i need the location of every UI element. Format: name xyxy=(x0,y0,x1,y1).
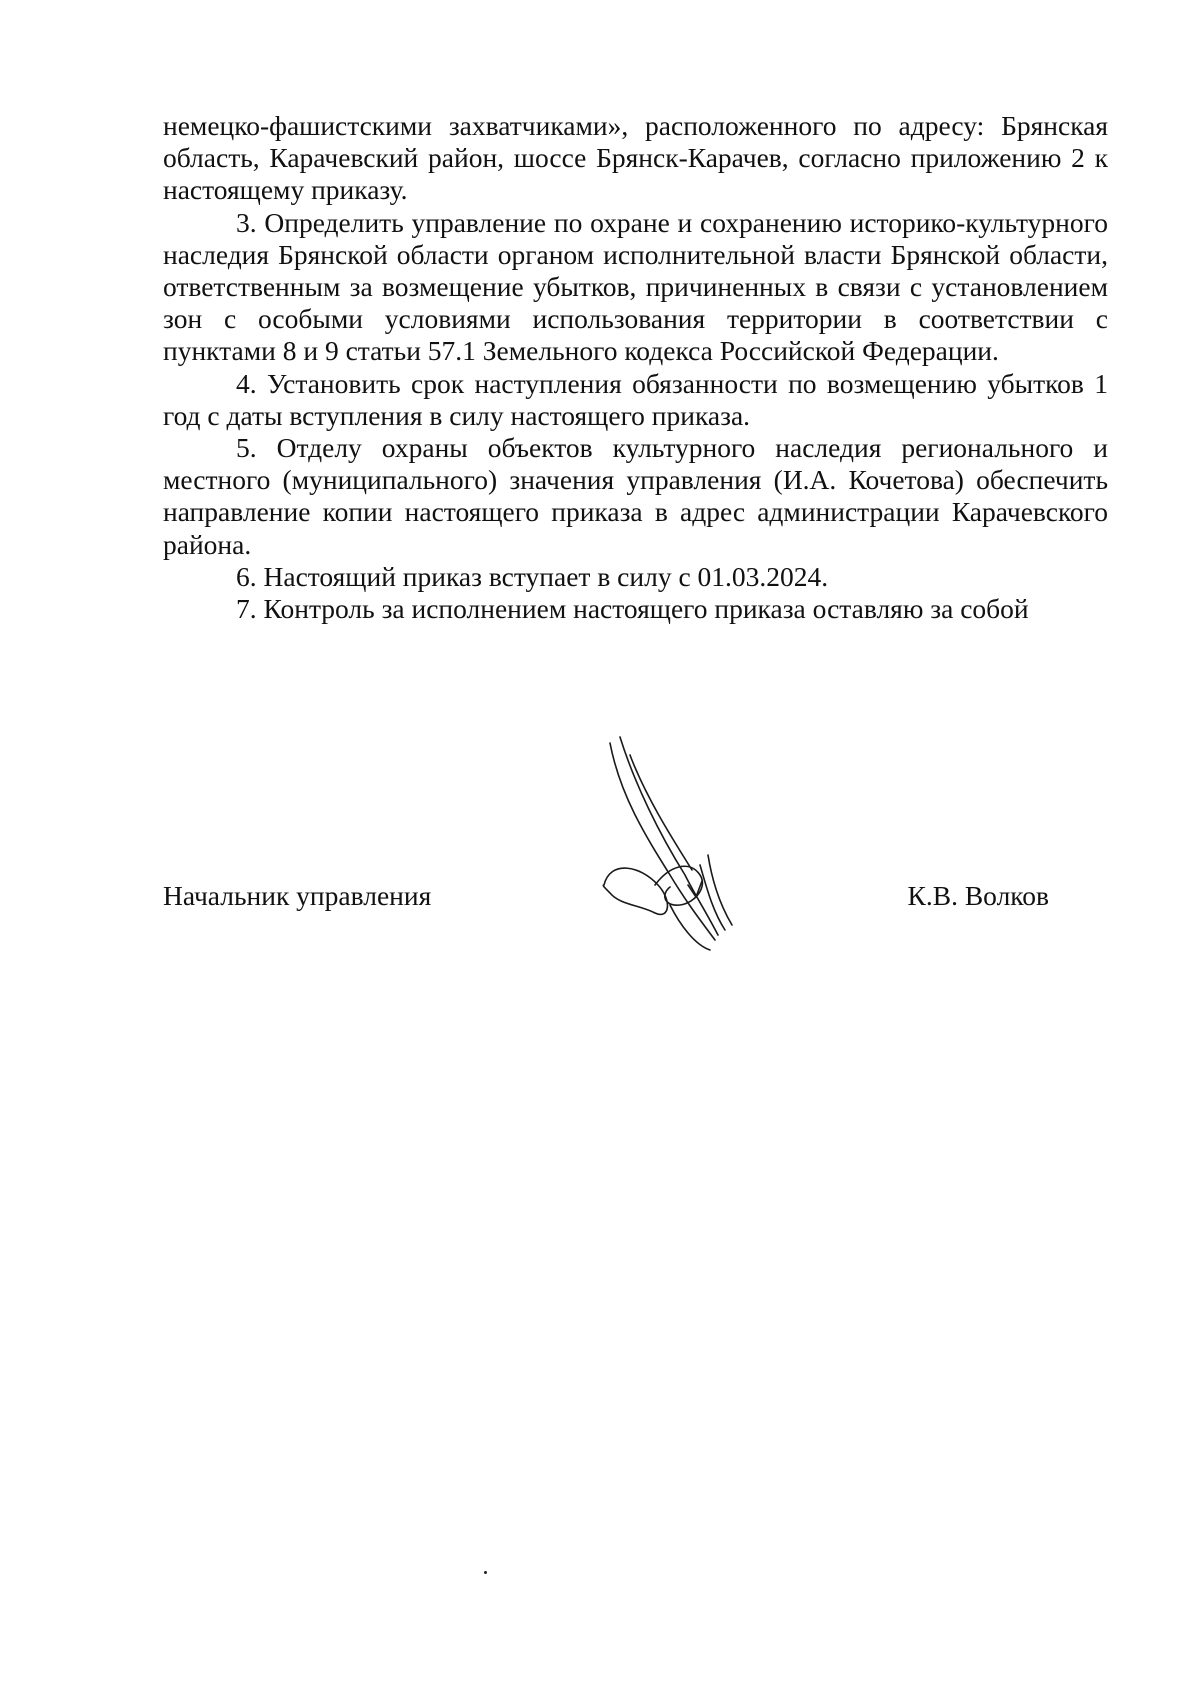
handwritten-signature xyxy=(600,735,770,955)
signer-name: К.В. Волков xyxy=(907,880,1049,911)
scan-speck xyxy=(484,1571,487,1574)
position-title: Начальник управления xyxy=(163,880,432,911)
signature-block xyxy=(163,880,1108,920)
paragraph-item-5: 5. Отделу охраны объектов культурного наследия регионального и местного (муниципального) значения управления (И.А. Кочетова) обеспечить направление копии настоящего приказа в адрес администрации Карачевского района. xyxy=(163,432,1108,560)
paragraph-item-3: 3. Определить управление по охране и сохранению историко-культурного наследия Брянской области органом исполнительной власти Брянской области, ответственным за возмещение убытков, причиненных в связи с установлением зон с особыми условиями использования территории в соответствии с пунктами 8 и 9 статьи 57.1 Земельного кодекса Российской Федерации. xyxy=(163,206,1108,367)
document-body xyxy=(163,110,1108,625)
paragraph-item-7: 7. Контроль за исполнением настоящего приказа оставляю за собой xyxy=(236,593,1029,625)
paragraph-item-6: 6. Настоящий приказ вступает в силу с 01.03.2024. xyxy=(236,560,829,592)
paragraph-continuation: немецко-фашистскими захватчиками», расположенного по адресу: Брянская область, Карачевский район, шоссе Брянск-Карачев, согласно приложению 2 к настоящему приказу. xyxy=(163,110,1108,206)
paragraph-item-4: 4. Установить срок наступления обязанности по возмещению убытков 1 год с даты вступления в силу настоящего приказа. xyxy=(163,367,1108,431)
